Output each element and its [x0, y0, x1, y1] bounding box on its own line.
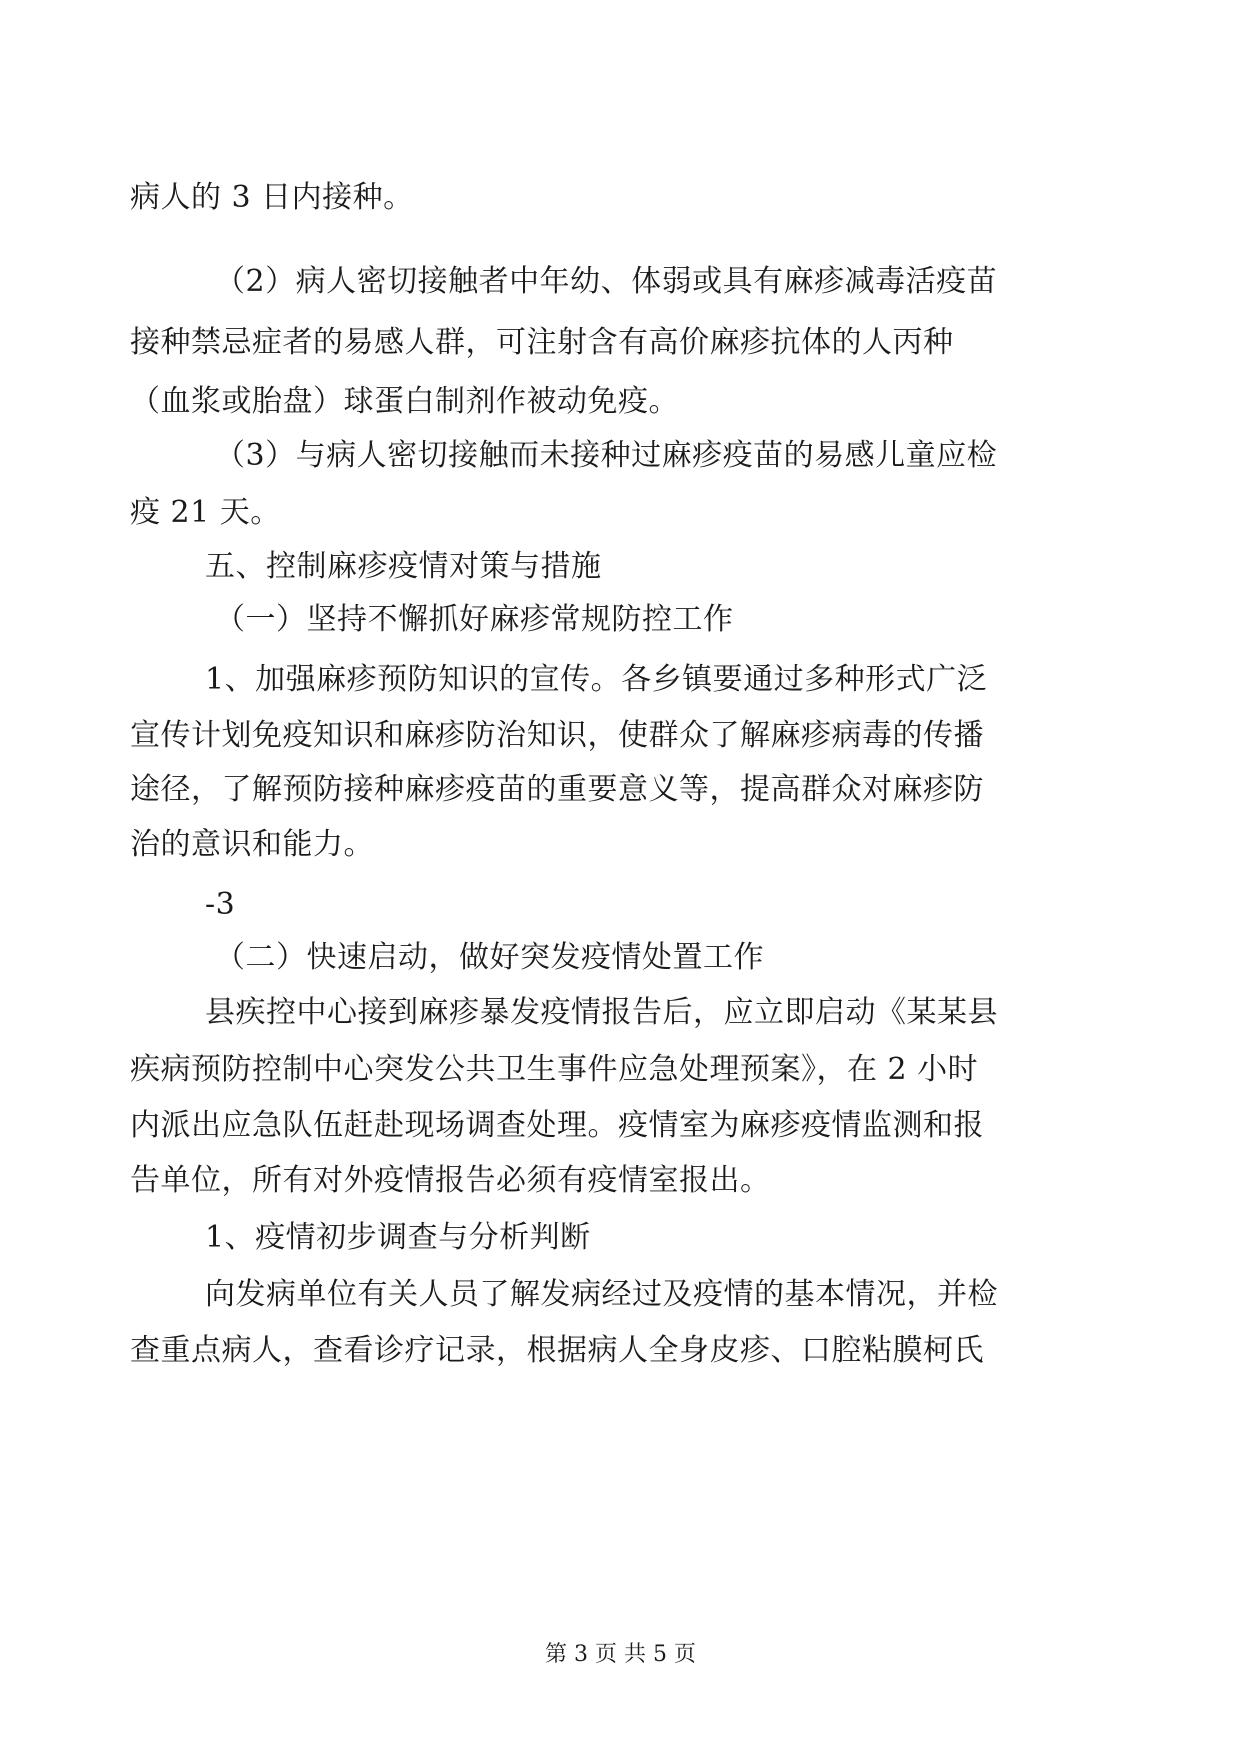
text-line: 病人的 3 日内接种。 [130, 180, 414, 215]
text-line: 途径，了解预防接种麻疹疫苗的重要意义等，提高群众对麻疹防 [130, 772, 984, 807]
subsection-heading: 1、疫情初步调查与分析判断 [205, 1220, 591, 1255]
text-line: 接种禁忌症者的易感人群，可注射含有高价麻疹抗体的人丙种 [130, 325, 954, 360]
text-line: 内派出应急队伍赶赴现场调查处理。疫情室为麻疹疫情监测和报 [130, 1108, 984, 1143]
text-line: 1、加强麻疹预防知识的宣传。各乡镇要通过多种形式广泛 [205, 662, 988, 697]
text-line: 县疾控中心接到麻疹暴发疫情报告后，应立即启动《某某县 [205, 995, 998, 1030]
section-heading: 五、控制麻疹疫情对策与措施 [205, 549, 602, 584]
subsection-heading: （二）快速启动，做好突发疫情处置工作 [215, 940, 764, 975]
text-line: 治的意识和能力。 [130, 827, 374, 862]
page-marker: -3 [205, 887, 236, 922]
text-line: 疾病预防控制中心突发公共卫生事件应急处理预案》，在 2 小时 [130, 1052, 979, 1087]
page-number-footer: 第 3 页 共 5 页 [545, 1642, 696, 1667]
subsection-heading: （一）坚持不懈抓好麻疹常规防控工作 [215, 602, 734, 637]
text-line: （血浆或胎盘）球蛋白制剂作被动免疫。 [130, 384, 679, 419]
text-line: 告单位，所有对外疫情报告必须有疫情室报出。 [130, 1163, 771, 1198]
text-line: （3）与病人密切接触而未接种过麻疹疫苗的易感儿童应检 [215, 438, 998, 473]
text-line: 疫 21 天。 [130, 495, 281, 530]
text-line: （2）病人密切接触者中年幼、体弱或具有麻疹减毒活疫苗 [215, 264, 998, 299]
text-line: 查重点病人，查看诊疗记录，根据病人全身皮疹、口腔粘膜柯氏 [130, 1333, 984, 1368]
text-line: 向发病单位有关人员了解发病经过及疫情的基本情况，并检 [205, 1277, 998, 1312]
text-line: 宣传计划免疫知识和麻疹防治知识，使群众了解麻疹病毒的传播 [130, 718, 984, 753]
